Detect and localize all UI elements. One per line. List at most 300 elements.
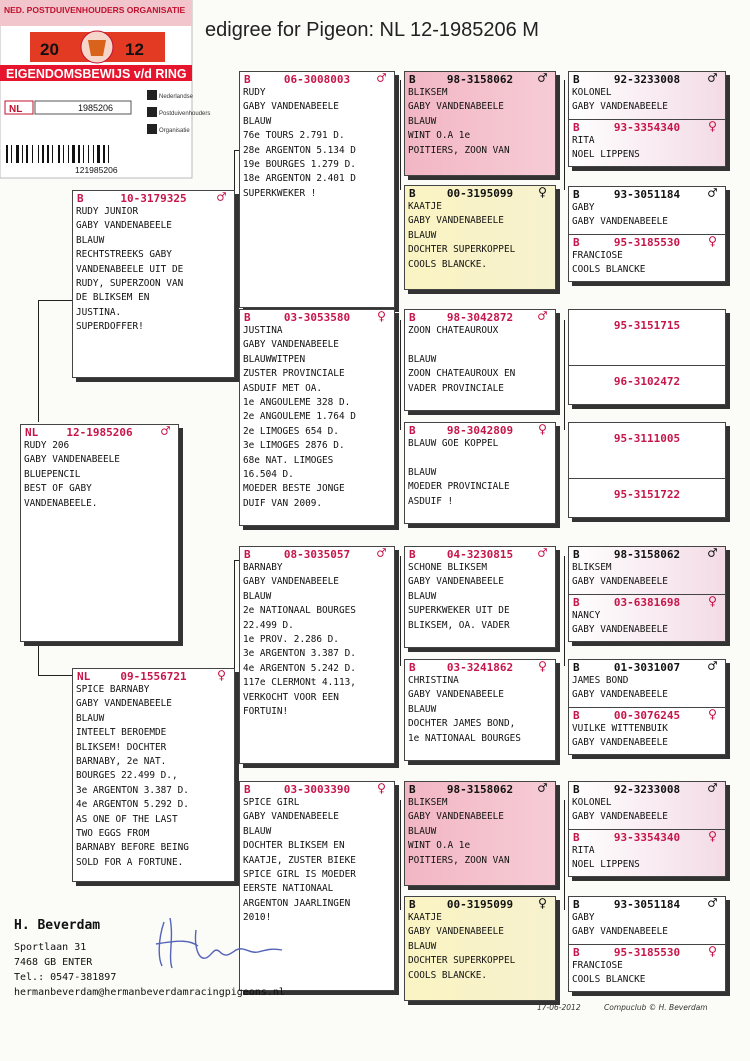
card-text-line: RUDY JUNIOR bbox=[76, 206, 139, 217]
card-text-line: KAATJE bbox=[408, 201, 442, 212]
print-date: 17-06-2012 bbox=[537, 1003, 581, 1012]
country-code: NL bbox=[25, 426, 39, 439]
pigeon-card-header bbox=[240, 544, 394, 562]
card-text-line: GABY VANDENABEELE bbox=[572, 576, 668, 588]
male-symbol-icon: ♂ bbox=[707, 184, 717, 202]
ancestor-header bbox=[569, 942, 725, 960]
software-credit: Compuclub © H. Beverdam bbox=[604, 1003, 708, 1012]
pigeon-card-header bbox=[405, 420, 555, 438]
pigeon-card-header bbox=[405, 657, 555, 675]
female-symbol-icon: ♀ bbox=[707, 117, 717, 135]
country-code: B bbox=[244, 783, 251, 796]
country-code: B bbox=[573, 898, 580, 911]
card-text-line: SCHONE BLIKSEM bbox=[408, 562, 488, 573]
pigeon-card-g8[interactable] bbox=[404, 896, 556, 1001]
pigeon-card-header bbox=[21, 422, 178, 440]
pigeon-card-g5[interactable] bbox=[404, 546, 556, 648]
pigeon-card-subject[interactable] bbox=[20, 424, 179, 642]
card-text-line: BLIKSEM bbox=[572, 562, 612, 573]
card-text-line: VANDENABEELE. bbox=[24, 497, 98, 509]
ring-number: 92-3233008 bbox=[613, 73, 681, 86]
card-text-line: SPICE GIRL bbox=[243, 797, 300, 808]
connector-line bbox=[400, 556, 401, 666]
pigeon-card-header bbox=[405, 894, 555, 912]
sticker-org: NED. POSTDUIVENHOUDERS ORGANISATIE bbox=[4, 5, 186, 15]
ancestor-sire bbox=[569, 544, 725, 594]
connector-line bbox=[38, 300, 39, 422]
card-text-line: MOEDER BESTE JONGE bbox=[243, 483, 345, 495]
card-text-line: SPICE BARNABY bbox=[76, 684, 150, 695]
card-text-line: COOLS BLANCKE bbox=[572, 264, 646, 276]
ring-number: 06-3008003 bbox=[283, 73, 351, 86]
pigeon-card-g7[interactable] bbox=[404, 781, 556, 886]
card-text-line: POITIERS, ZOON VAN bbox=[408, 854, 510, 866]
card-text-line: EERSTE NATIONAAL bbox=[243, 883, 334, 895]
card-text-line: RECHTSTREEKS GABY bbox=[76, 249, 172, 261]
male-symbol-icon: ♂ bbox=[707, 69, 717, 87]
ancestor-header bbox=[569, 487, 725, 501]
ancestor-header bbox=[569, 318, 725, 332]
pigeon-card-g4[interactable] bbox=[404, 422, 556, 524]
female-symbol-icon: ♀ bbox=[376, 307, 386, 325]
card-text-line: BLIKSEM bbox=[408, 87, 448, 98]
card-text-line: 3e ARGENTON 3.387 D. bbox=[76, 784, 189, 796]
svg-text:Postduivenhouders: Postduivenhouders bbox=[159, 111, 211, 117]
card-text-line: 1e NATIONAAL BOURGES bbox=[408, 732, 521, 744]
male-symbol-icon: ♂ bbox=[376, 544, 386, 562]
card-text-line: NOEL LIPPENS bbox=[572, 859, 640, 871]
card-text-line: 16.504 D. bbox=[243, 469, 294, 481]
card-text-line: BLAUW bbox=[408, 590, 437, 602]
country-code: B bbox=[573, 831, 580, 844]
card-text-line: VERKOCHT VOOR EEN bbox=[243, 691, 339, 703]
card-text-line: BLIKSEM! DOCHTER bbox=[76, 741, 167, 753]
card-text-line: BLIKSEM, OA. VADER bbox=[408, 619, 510, 631]
card-text-line: BARNABY bbox=[243, 562, 283, 573]
card-text-line: ARGENTON JAARLINGEN bbox=[243, 897, 351, 909]
card-text-line: RUDY 206 bbox=[24, 440, 70, 451]
ancestor-dam bbox=[569, 365, 725, 413]
ancestor-sire bbox=[569, 779, 725, 829]
country-code: B bbox=[573, 188, 580, 201]
card-text-line: BLAUW GOE KOPPEL bbox=[408, 438, 499, 449]
card-text-line: GABY VANDENABEELE bbox=[408, 689, 504, 701]
card-text-line: NOEL LIPPENS bbox=[572, 149, 640, 161]
ancestor-dam bbox=[569, 478, 725, 526]
ring-number: 09-1556721 bbox=[120, 670, 187, 683]
ancestor-header bbox=[569, 779, 725, 797]
ancestor-dam bbox=[569, 234, 725, 282]
ring-number: 00-3076245 bbox=[613, 709, 681, 722]
female-symbol-icon: ♀ bbox=[537, 183, 547, 201]
card-text-line: RITA bbox=[572, 135, 595, 146]
card-text-line: GABY VANDENABEELE bbox=[572, 689, 668, 701]
pigeon-card-header bbox=[73, 666, 234, 684]
card-text-line: FRANCIOSE bbox=[572, 250, 623, 261]
country-code: B bbox=[409, 424, 416, 437]
card-text-line: FRANCIOSE bbox=[572, 960, 623, 971]
ring-number: 10-3179325 bbox=[120, 192, 187, 205]
male-symbol-icon: ♂ bbox=[376, 69, 386, 87]
ring-number: 93-3354340 bbox=[613, 121, 681, 134]
male-symbol-icon: ♂ bbox=[537, 779, 547, 797]
card-text-line: BLAUW bbox=[408, 940, 437, 952]
card-text-line: COOLS BLANCKE bbox=[572, 974, 646, 986]
card-text-line: DOCHTER SUPERKOPPEL bbox=[408, 955, 516, 967]
ancestor-header bbox=[569, 374, 725, 388]
ancestor-header bbox=[569, 184, 725, 202]
connector-line bbox=[38, 675, 73, 676]
card-text-line: 2010! bbox=[243, 912, 272, 924]
ancestor-sire bbox=[569, 431, 725, 478]
card-text-line: BOURGES 22.499 D., bbox=[76, 770, 178, 782]
country-code: B bbox=[573, 596, 580, 609]
country-code: B bbox=[573, 661, 580, 674]
card-text-line: GABY VANDENABEELE bbox=[76, 220, 172, 232]
card-text-line: DUIF VAN 2009. bbox=[243, 497, 323, 509]
card-text-line: BARNABY, 2e NAT. bbox=[76, 756, 167, 768]
card-text-line: TWO EGGS FROM bbox=[76, 828, 150, 840]
card-text-line: GABY VANDENABEELE bbox=[243, 811, 339, 823]
card-text-line: SPICE GIRL IS MOEDER bbox=[243, 869, 356, 881]
card-text-line: SUPERKWEKER ! bbox=[243, 187, 317, 199]
female-symbol-icon: ♀ bbox=[537, 894, 547, 912]
country-code: B bbox=[573, 73, 580, 86]
pigeon-card-header bbox=[405, 779, 555, 797]
country-code: B bbox=[573, 121, 580, 134]
ring-number: 95-3185530 bbox=[613, 236, 681, 249]
ancestor-sire bbox=[569, 69, 725, 119]
ring-number: 04-3230815 bbox=[446, 548, 514, 561]
card-text-line: 4e ARGENTON 5.242 D. bbox=[243, 662, 356, 674]
pigeon-card-header bbox=[73, 188, 234, 206]
pigeon-card-fm[interactable] bbox=[239, 309, 395, 526]
card-text-line: GABY VANDENABEELE bbox=[408, 576, 504, 588]
card-text-line: GABY VANDENABEELE bbox=[572, 216, 668, 228]
ring-number: 93-3354340 bbox=[613, 831, 681, 844]
country-code: B bbox=[244, 548, 251, 561]
ring-number: 95-3111005 bbox=[613, 432, 681, 445]
ancestor-pair-card-5[interactable] bbox=[568, 546, 726, 642]
card-text-line: BLAUW bbox=[408, 115, 437, 127]
ancestor-header bbox=[569, 117, 725, 135]
ring-number: 03-3241862 bbox=[446, 661, 514, 674]
card-text-line: SUPERDOFFER! bbox=[76, 321, 144, 333]
card-text-line: BLAUW bbox=[408, 353, 437, 365]
card-text-line: ZOON CHATEAUROUX EN bbox=[408, 368, 516, 380]
card-text-line: BLAUW bbox=[76, 712, 105, 724]
breeder-name: H. Beverdam bbox=[14, 918, 101, 933]
female-symbol-icon: ♀ bbox=[707, 942, 717, 960]
connector-line bbox=[38, 300, 73, 301]
ancestor-header bbox=[569, 431, 725, 445]
card-text-line: 18e ARGENTON 2.401 D bbox=[243, 173, 356, 185]
card-text-line: GABY VANDENABEELE bbox=[24, 454, 120, 466]
card-text-line: BLAUW bbox=[408, 703, 437, 715]
card-text-line: BLAUW bbox=[76, 234, 105, 246]
ancestor-dam bbox=[569, 829, 725, 877]
female-symbol-icon: ♀ bbox=[707, 827, 717, 845]
ring-number: 00-3195099 bbox=[446, 898, 514, 911]
ring-number: 00-3195099 bbox=[446, 187, 514, 200]
ancestor-pair-card-6[interactable] bbox=[568, 659, 726, 755]
ring-number: 95-3185530 bbox=[613, 946, 681, 959]
card-text-line: AS ONE OF THE LAST bbox=[76, 813, 178, 825]
card-text-line: VUILKE WITTENBUIK bbox=[572, 723, 668, 734]
card-text-line: 76e TOURS 2.791 D. bbox=[243, 130, 345, 142]
card-text-line: DE BLIKSEM EN bbox=[76, 292, 150, 304]
card-text-line: GABY VANDENABEELE bbox=[408, 811, 504, 823]
country-code: NL bbox=[77, 670, 91, 683]
card-text-line: 22.499 D. bbox=[243, 619, 294, 631]
card-text-line: 2e NATIONAAL BOURGES bbox=[243, 605, 356, 617]
card-text-line: ASDUIF MET OA. bbox=[243, 382, 323, 394]
card-text-line: GABY VANDENABEELE bbox=[243, 101, 339, 113]
ancestor-dam bbox=[569, 944, 725, 992]
card-text-line: ASDUIF ! bbox=[408, 495, 454, 507]
pigeon-card-header bbox=[405, 544, 555, 562]
breeder-email[interactable]: hermanbeverdam@hermanbeverdamracingpigeons.nl bbox=[14, 987, 285, 998]
ring-number: 03-6381698 bbox=[613, 596, 681, 609]
breeder-address: Sportlaan 31 bbox=[14, 942, 87, 953]
card-text-line: KOLONEL bbox=[572, 797, 612, 808]
ancestor-header bbox=[569, 827, 725, 845]
card-text-line: 117e CLERMONt 4.113, bbox=[243, 677, 356, 689]
ancestor-pair-card-4[interactable] bbox=[568, 422, 726, 518]
country-code: B bbox=[409, 311, 416, 324]
card-text-line: GABY bbox=[572, 202, 595, 213]
card-text-line: GABY VANDENABEELE bbox=[408, 101, 504, 113]
male-symbol-icon: ♂ bbox=[216, 188, 226, 206]
ring-number: 08-3035057 bbox=[283, 548, 351, 561]
card-text-line: BLAUW bbox=[408, 825, 437, 837]
card-text-line: COOLS BLANCKE. bbox=[408, 969, 488, 981]
card-text-line: GABY VANDENABEELE bbox=[572, 737, 668, 749]
pigeon-card-ff[interactable] bbox=[239, 71, 395, 308]
card-text-line: BLAUW bbox=[408, 229, 437, 241]
ancestor-dam bbox=[569, 119, 725, 167]
card-text-line: GABY VANDENABEELE bbox=[76, 698, 172, 710]
country-code: B bbox=[244, 73, 251, 86]
pigeon-card-g6[interactable] bbox=[404, 659, 556, 761]
country-code: B bbox=[573, 548, 580, 561]
country-code: B bbox=[573, 946, 580, 959]
ring-number: 98-3158062 bbox=[446, 783, 514, 796]
female-symbol-icon: ♀ bbox=[537, 420, 547, 438]
card-text-line: 2e ANGOULEME 1.764 D bbox=[243, 411, 356, 423]
pigeon-card-mf[interactable] bbox=[239, 546, 395, 764]
svg-text:12: 12 bbox=[125, 40, 144, 59]
card-text-line: JUSTINA bbox=[243, 325, 283, 336]
ring-number: 98-3158062 bbox=[613, 548, 681, 561]
card-text-line: 28e ARGENTON 5.134 D bbox=[243, 144, 356, 156]
pigeon-card-mother[interactable] bbox=[72, 668, 235, 882]
ancestor-pair-card-1[interactable] bbox=[568, 71, 726, 167]
signature bbox=[150, 910, 290, 980]
card-text-line: ZUSTER PROVINCIALE bbox=[243, 368, 345, 380]
ancestor-header bbox=[569, 894, 725, 912]
ancestor-header bbox=[569, 232, 725, 250]
ancestor-pair-card-8[interactable] bbox=[568, 896, 726, 992]
male-symbol-icon: ♂ bbox=[707, 544, 717, 562]
ancestor-sire bbox=[569, 657, 725, 707]
card-text-line: CHRISTINA bbox=[408, 675, 459, 686]
card-text-line: NANCY bbox=[572, 610, 601, 621]
card-text-line: 68e NAT. LIMOGES bbox=[243, 454, 334, 466]
ancestor-pair-card-7[interactable] bbox=[568, 781, 726, 877]
card-text-line: 1e PROV. 2.286 D. bbox=[243, 634, 339, 646]
card-text-line: JAMES BOND bbox=[572, 675, 629, 686]
pigeon-card-header bbox=[240, 69, 394, 87]
ring-number: 93-3051184 bbox=[613, 898, 681, 911]
card-text-line: MOEDER PROVINCIALE bbox=[408, 481, 510, 493]
ancestor-sire bbox=[569, 318, 725, 365]
card-text-line: KOLONEL bbox=[572, 87, 612, 98]
page-title: edigree for Pigeon: NL 12-1985206 M bbox=[205, 19, 539, 41]
svg-text:Nederlandse: Nederlandse bbox=[159, 94, 194, 100]
card-text-line bbox=[405, 338, 555, 352]
card-text-line bbox=[405, 451, 555, 465]
connector-line bbox=[564, 80, 565, 190]
female-symbol-icon: ♀ bbox=[707, 705, 717, 723]
card-text-line: BLUEPENCIL bbox=[24, 468, 81, 480]
country-code: B bbox=[409, 898, 416, 911]
connector-line bbox=[400, 80, 401, 190]
card-text-line: BLAUW bbox=[408, 466, 437, 478]
card-text-line: 2e LIMOGES 654 D. bbox=[243, 425, 339, 437]
ancestor-header bbox=[569, 544, 725, 562]
card-text-line: 19e BOURGES 1.279 D. bbox=[243, 159, 356, 171]
female-symbol-icon: ♀ bbox=[707, 592, 717, 610]
card-text-line: BLIKSEM bbox=[408, 797, 448, 808]
pigeon-card-g1[interactable] bbox=[404, 71, 556, 176]
ring-number: 93-3051184 bbox=[613, 188, 681, 201]
card-text-line: JUSTINA. bbox=[76, 306, 122, 318]
ring-number: 03-3003390 bbox=[283, 783, 351, 796]
card-text-line: BLAUW bbox=[243, 825, 272, 837]
ancestor-dam bbox=[569, 707, 725, 755]
ancestor-pair-card-3[interactable] bbox=[568, 309, 726, 405]
card-text-line: BEST OF GABY bbox=[24, 483, 92, 495]
connector-line bbox=[38, 640, 39, 675]
country-code: B bbox=[409, 783, 416, 796]
country-code: B bbox=[244, 311, 251, 324]
card-text-line: 1e ANGOULEME 328 D. bbox=[243, 397, 351, 409]
card-text-line: GABY VANDENABEELE bbox=[572, 624, 668, 636]
ring-ownership-sticker bbox=[0, 0, 211, 178]
female-symbol-icon: ♀ bbox=[707, 232, 717, 250]
card-text-line: BLAUW bbox=[243, 115, 272, 127]
card-text-line: GABY VANDENABEELE bbox=[572, 926, 668, 938]
card-text-line: INTEELT BEROEMDE bbox=[76, 727, 167, 739]
connector-line bbox=[564, 320, 565, 430]
female-symbol-icon: ♀ bbox=[216, 666, 226, 684]
ring-number: 01-3031007 bbox=[613, 661, 681, 674]
card-text-line: GABY VANDENABEELE bbox=[243, 576, 339, 588]
country-code: B bbox=[77, 192, 84, 205]
card-text-line: BLAUW bbox=[243, 590, 272, 602]
ancestor-sire bbox=[569, 894, 725, 944]
ring-number: 95-3151722 bbox=[613, 488, 681, 501]
country-code: B bbox=[573, 709, 580, 722]
card-text-line: BARNABY BEFORE BEING bbox=[76, 842, 189, 854]
country-code: B bbox=[409, 548, 416, 561]
card-text-line: SUPERKWEKER UIT DE bbox=[408, 605, 510, 617]
ring-number: 95-3151715 bbox=[613, 319, 681, 332]
card-text-line: GABY VANDENABEELE bbox=[572, 811, 668, 823]
country-code: B bbox=[409, 187, 416, 200]
ancestor-pair-card-2[interactable] bbox=[568, 186, 726, 282]
ring-number: 96-3102472 bbox=[613, 375, 681, 388]
pigeon-card-header bbox=[405, 183, 555, 201]
card-text-line: RITA bbox=[572, 845, 595, 856]
pigeon-card-g3[interactable] bbox=[404, 309, 556, 411]
card-text-line: GABY bbox=[572, 912, 595, 923]
ring-number: 03-3053580 bbox=[283, 311, 351, 324]
card-text-line: RUDY bbox=[243, 87, 266, 98]
male-symbol-icon: ♂ bbox=[707, 779, 717, 797]
card-text-line: GABY VANDENABEELE bbox=[408, 926, 504, 938]
ring-number: 12-1985206 bbox=[66, 426, 133, 439]
card-text-line: DOCHTER BLIKSEM EN bbox=[243, 840, 345, 852]
ancestor-header bbox=[569, 69, 725, 87]
card-text-line: RUDY, SUPERZOON VAN bbox=[76, 278, 184, 290]
connector-line bbox=[564, 800, 565, 910]
card-text-line: POITIERS, ZOON VAN bbox=[408, 144, 510, 156]
male-symbol-icon: ♂ bbox=[537, 544, 547, 562]
pigeon-card-header bbox=[240, 307, 394, 325]
country-code: B bbox=[409, 661, 416, 674]
male-symbol-icon: ♂ bbox=[537, 307, 547, 325]
card-text-line: GABY VANDENABEELE bbox=[408, 215, 504, 227]
ring-number: 98-3158062 bbox=[446, 73, 514, 86]
ancestor-sire bbox=[569, 184, 725, 234]
card-text-line: BLAUWWITPEN bbox=[243, 353, 306, 365]
card-text-line: FORTUIN! bbox=[243, 706, 289, 718]
svg-text:Organisatie: Organisatie bbox=[159, 128, 190, 134]
country-code: B bbox=[573, 236, 580, 249]
country-code: B bbox=[573, 783, 580, 796]
card-text-line: 3e ARGENTON 3.387 D. bbox=[243, 648, 356, 660]
male-symbol-icon: ♂ bbox=[707, 657, 717, 675]
card-text-line: 4e ARGENTON 5.292 D. bbox=[76, 799, 189, 811]
card-text-line: KAATJE, ZUSTER BIEKE bbox=[243, 854, 356, 866]
ancestor-header bbox=[569, 705, 725, 723]
ring-number: 98-3042809 bbox=[446, 424, 514, 437]
card-text-line: VADER PROVINCIALE bbox=[408, 382, 504, 394]
pigeon-card-header bbox=[405, 69, 555, 87]
pigeon-card-g2[interactable] bbox=[404, 185, 556, 290]
connector-line bbox=[400, 800, 401, 910]
ancestor-header bbox=[569, 592, 725, 610]
card-text-line: GABY VANDENABEELE bbox=[243, 339, 339, 351]
card-text-line: WINT O.A 1e bbox=[408, 130, 471, 142]
svg-text:20: 20 bbox=[40, 40, 59, 59]
card-text-line: GABY VANDENABEELE bbox=[572, 101, 668, 113]
connector-line bbox=[400, 320, 401, 430]
pigeon-card-header bbox=[240, 779, 394, 797]
ancestor-dam bbox=[569, 594, 725, 642]
card-text-line: COOLS BLANCKE. bbox=[408, 258, 488, 270]
male-symbol-icon: ♂ bbox=[537, 69, 547, 87]
pigeon-card-father[interactable] bbox=[72, 190, 235, 378]
female-symbol-icon: ♀ bbox=[376, 779, 386, 797]
card-text-line: SOLD FOR A FORTUNE. bbox=[76, 856, 184, 868]
svg-text:NL: NL bbox=[9, 104, 23, 115]
svg-text:1985206: 1985206 bbox=[78, 103, 114, 113]
connector-line bbox=[564, 556, 565, 666]
svg-text:121985206: 121985206 bbox=[75, 165, 118, 175]
